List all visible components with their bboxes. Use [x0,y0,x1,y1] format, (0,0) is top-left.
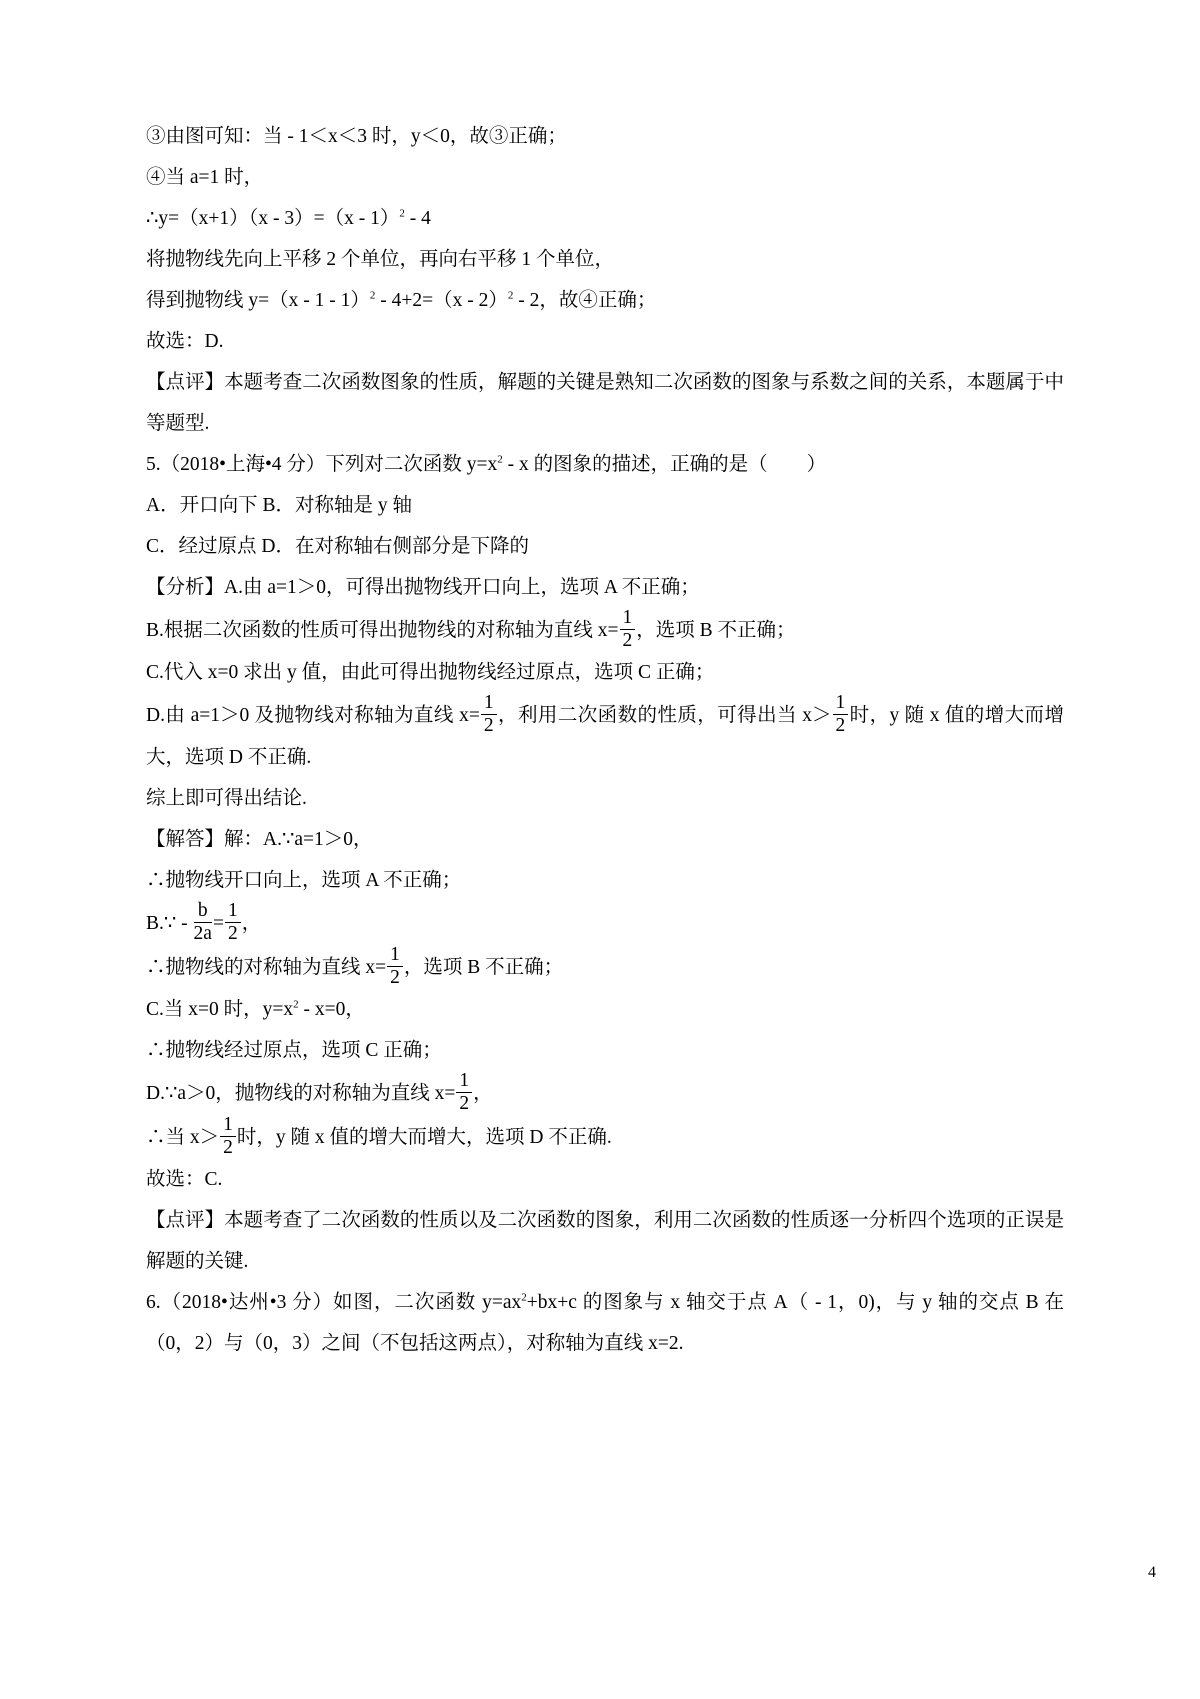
fraction-numerator: 1 [481,693,497,715]
paragraph: D.由 a=1＞0 及抛物线对称轴为直线 x= $\frac{1}{2}$ ，利用二次函数的性质，可得出当 x＞ $\frac{1}{2}$ 时，y 随 x 值的增大而增大，选项 D 不正确. [146,691,1064,768]
superscript: 2 [369,289,376,302]
paragraph: 综上即可得出结论. [146,787,307,809]
fraction [480,693,498,737]
paragraph: C.代入 x=0 求出 y 值，由此可得出抛物线经过原点，选项 C 正确； [146,661,715,683]
fraction [219,1115,237,1159]
fraction [386,945,404,989]
fraction-numerator: 1 [225,901,241,923]
paragraph: B.根据二次函数的性质可得出抛物线的对称轴为直线 x= $\frac{1}{2}$ ，选项 B 不正确； [146,607,796,652]
fraction [193,901,213,945]
paragraph: A．开口向下 B．对称轴是 y 轴 [146,495,412,516]
paragraph: 【点评】本题考查了二次函数的性质以及二次函数的图象，利用二次函数的性质逐一分析四个选项的正误是解题的关键. [146,1209,1064,1272]
fraction-denominator: 2 [483,715,494,737]
fraction-denominator: 2 [459,1093,470,1115]
paragraph: 【分析】A.由 a=1＞0，可得出抛物线开口向上，选项 A 不正确； [146,577,700,598]
paragraph: 【点评】本题考查二次函数图象的性质，解题的关键是熟知二次函数的图象与系数之间的关系，本题属于中等题型. [146,372,1064,434]
paragraph: 5.（2018•上海•4 分）下列对二次函数 $y=x^2 - x$ 的图象的描述，正确的是（ ） [146,453,827,475]
paragraph: ∴y=（x+1）（x - 3）=（x - 1）$^2$ - 4 [146,207,431,229]
paragraph: D.∵a＞0，抛物线的对称轴为直线 x= $\frac{1}{2}$ ， [146,1069,493,1115]
fraction-numerator: 1 [833,693,849,715]
fraction-numerator: 1 [456,1071,472,1093]
fraction-denominator: 2 [390,967,400,989]
document-body [146,116,1064,1364]
fraction-numerator: 1 [220,1115,236,1137]
paragraph: ∴抛物线开口向上，选项 A 不正确； [146,869,462,891]
paragraph: 故选：C. [146,1168,223,1190]
fraction [832,693,850,737]
paragraph: 【解答】解：A.∵a=1＞0， [146,828,373,850]
fraction-denominator: 2 [622,630,633,652]
superscript: 2 [507,289,514,302]
paragraph: ∴抛物线的对称轴为直线 x= $\frac{1}{2}$ ，选项 B 不正确； [146,943,564,989]
superscript: 2 [293,998,299,1011]
fraction-denominator: 2 [223,1137,233,1159]
paragraph: ④当 a=1 时， [146,167,264,188]
superscript: 2 [521,1291,527,1304]
page-number: 4 [1148,1564,1156,1581]
paragraph: 6.（2018•达州•3 分）如图，二次函数 $y=ax^2+bx+c$ 的图象与 x 轴交于点 A（ - 1，0)，与 y 轴的交点 B 在（0，2）与（0，3）之间（不包括这两点），对称轴为直线 x=2. [146,1291,1064,1354]
fraction-numerator: 1 [620,608,636,630]
fraction [224,901,242,945]
superscript: 2 [399,207,405,220]
paragraph: 得到抛物线 y=（x - 1 - 1）$^2$ - 4+2=（x - 2）$^2$ - 2，故④正确； [146,289,657,311]
paragraph: ∴当 x＞ $\frac{1}{2}$ 时，y 随 x 值的增大而增大，选项 D 不正确. [146,1113,612,1159]
paragraph: C.当 x=0 时，$y=x^2 - x=0$， [146,998,365,1020]
paragraph: ③由图可知：当 - 1＜x＜3 时，y＜0，故③正确； [146,126,567,147]
fraction-numerator: 1 [387,945,403,967]
paragraph: 将抛物线先向上平移 2 个单位，再向右平移 1 个单位， [146,249,615,270]
fraction-numerator: b [194,901,212,923]
fraction [455,1071,473,1115]
paragraph: 故选：D. [146,331,224,352]
fraction-denominator: 2 [835,715,846,737]
fraction-denominator: 2 [227,923,238,945]
superscript: 2 [497,453,503,466]
paragraph: ∴抛物线经过原点，选项 C 正确； [146,1039,442,1061]
fraction [619,608,637,652]
paragraph: B.∵ - $\frac{b}{2a}$ = $\frac{1}{2}$ ， [146,899,262,945]
paragraph: C．经过原点 D．在对称轴右侧部分是下降的 [146,536,529,557]
fraction-denominator: 2a [193,923,212,945]
